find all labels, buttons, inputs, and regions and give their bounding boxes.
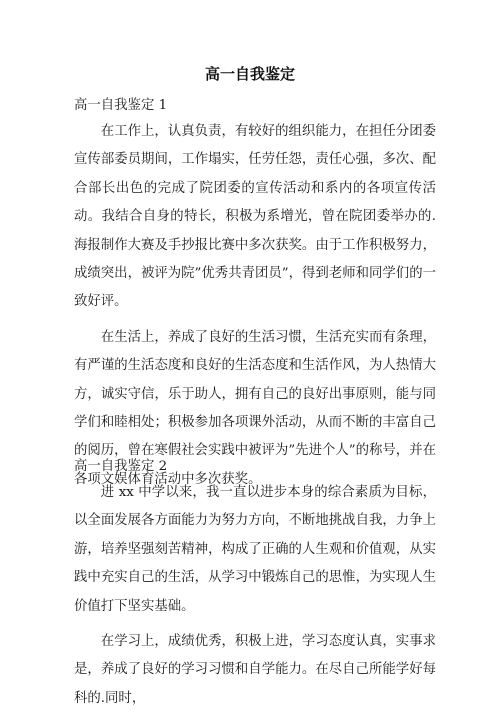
paragraph: 在工作上，认真负责，有较好的组织能力，在担任分团委宣传部委员期间，工作塌实，任劳任怨，责任心强，多次、配合部长出色的完成了院团委的宣传活动和系内的各项宣传活动。我结合自身的特长，积极为系增光，曾在院团委举办的.海报制作大赛及手抄报比赛中多次获奖。由于工作积极努力，成绩突出，被评为院”优秀共青团员”，得到老师和同学们的一致好评。 [74, 124, 436, 310]
section-heading: 高一自我鉴定 1 [74, 98, 168, 113]
paragraph: 进 xx 中学以来，我一直以进步本身的综合素质为目标，以全面发展各方面能力为努力方向，不断地挑战自我，力争上游，培养坚强刻苦精神，构成了正确的人生观和价值观，从实践中充实自己的生活，从学习中锻炼自己的思惟，为实现人生价值打下坚实基础。 [74, 485, 436, 614]
section-heading: 高一自我鉴定 2 [74, 459, 168, 474]
section-1 [74, 94, 436, 494]
paragraph: 在学习上，成绩优秀，积极上进，学习态度认真，实事求是，养成了良好的学习习惯和自学能力。在尽自己所能学好每科的.同时， [74, 634, 436, 706]
section-2 [74, 455, 436, 713]
document-title: 高一自我鉴定 [204, 65, 295, 83]
paragraph: 在生活上，养成了良好的生活习惯，生活充实而有条理，有严谨的生活态度和良好的生活态度和生活作风，为人热情大方，诚实守信，乐于助人，拥有自己的良好出事原则，能与同学们和睦相处；积极参加各项课外活动，从而不断的丰富自己的阅历，曾在寒假社会实践中被评为”先进个人”的称号，并在各项文娱体育活动中多次获奖。 [74, 329, 436, 487]
